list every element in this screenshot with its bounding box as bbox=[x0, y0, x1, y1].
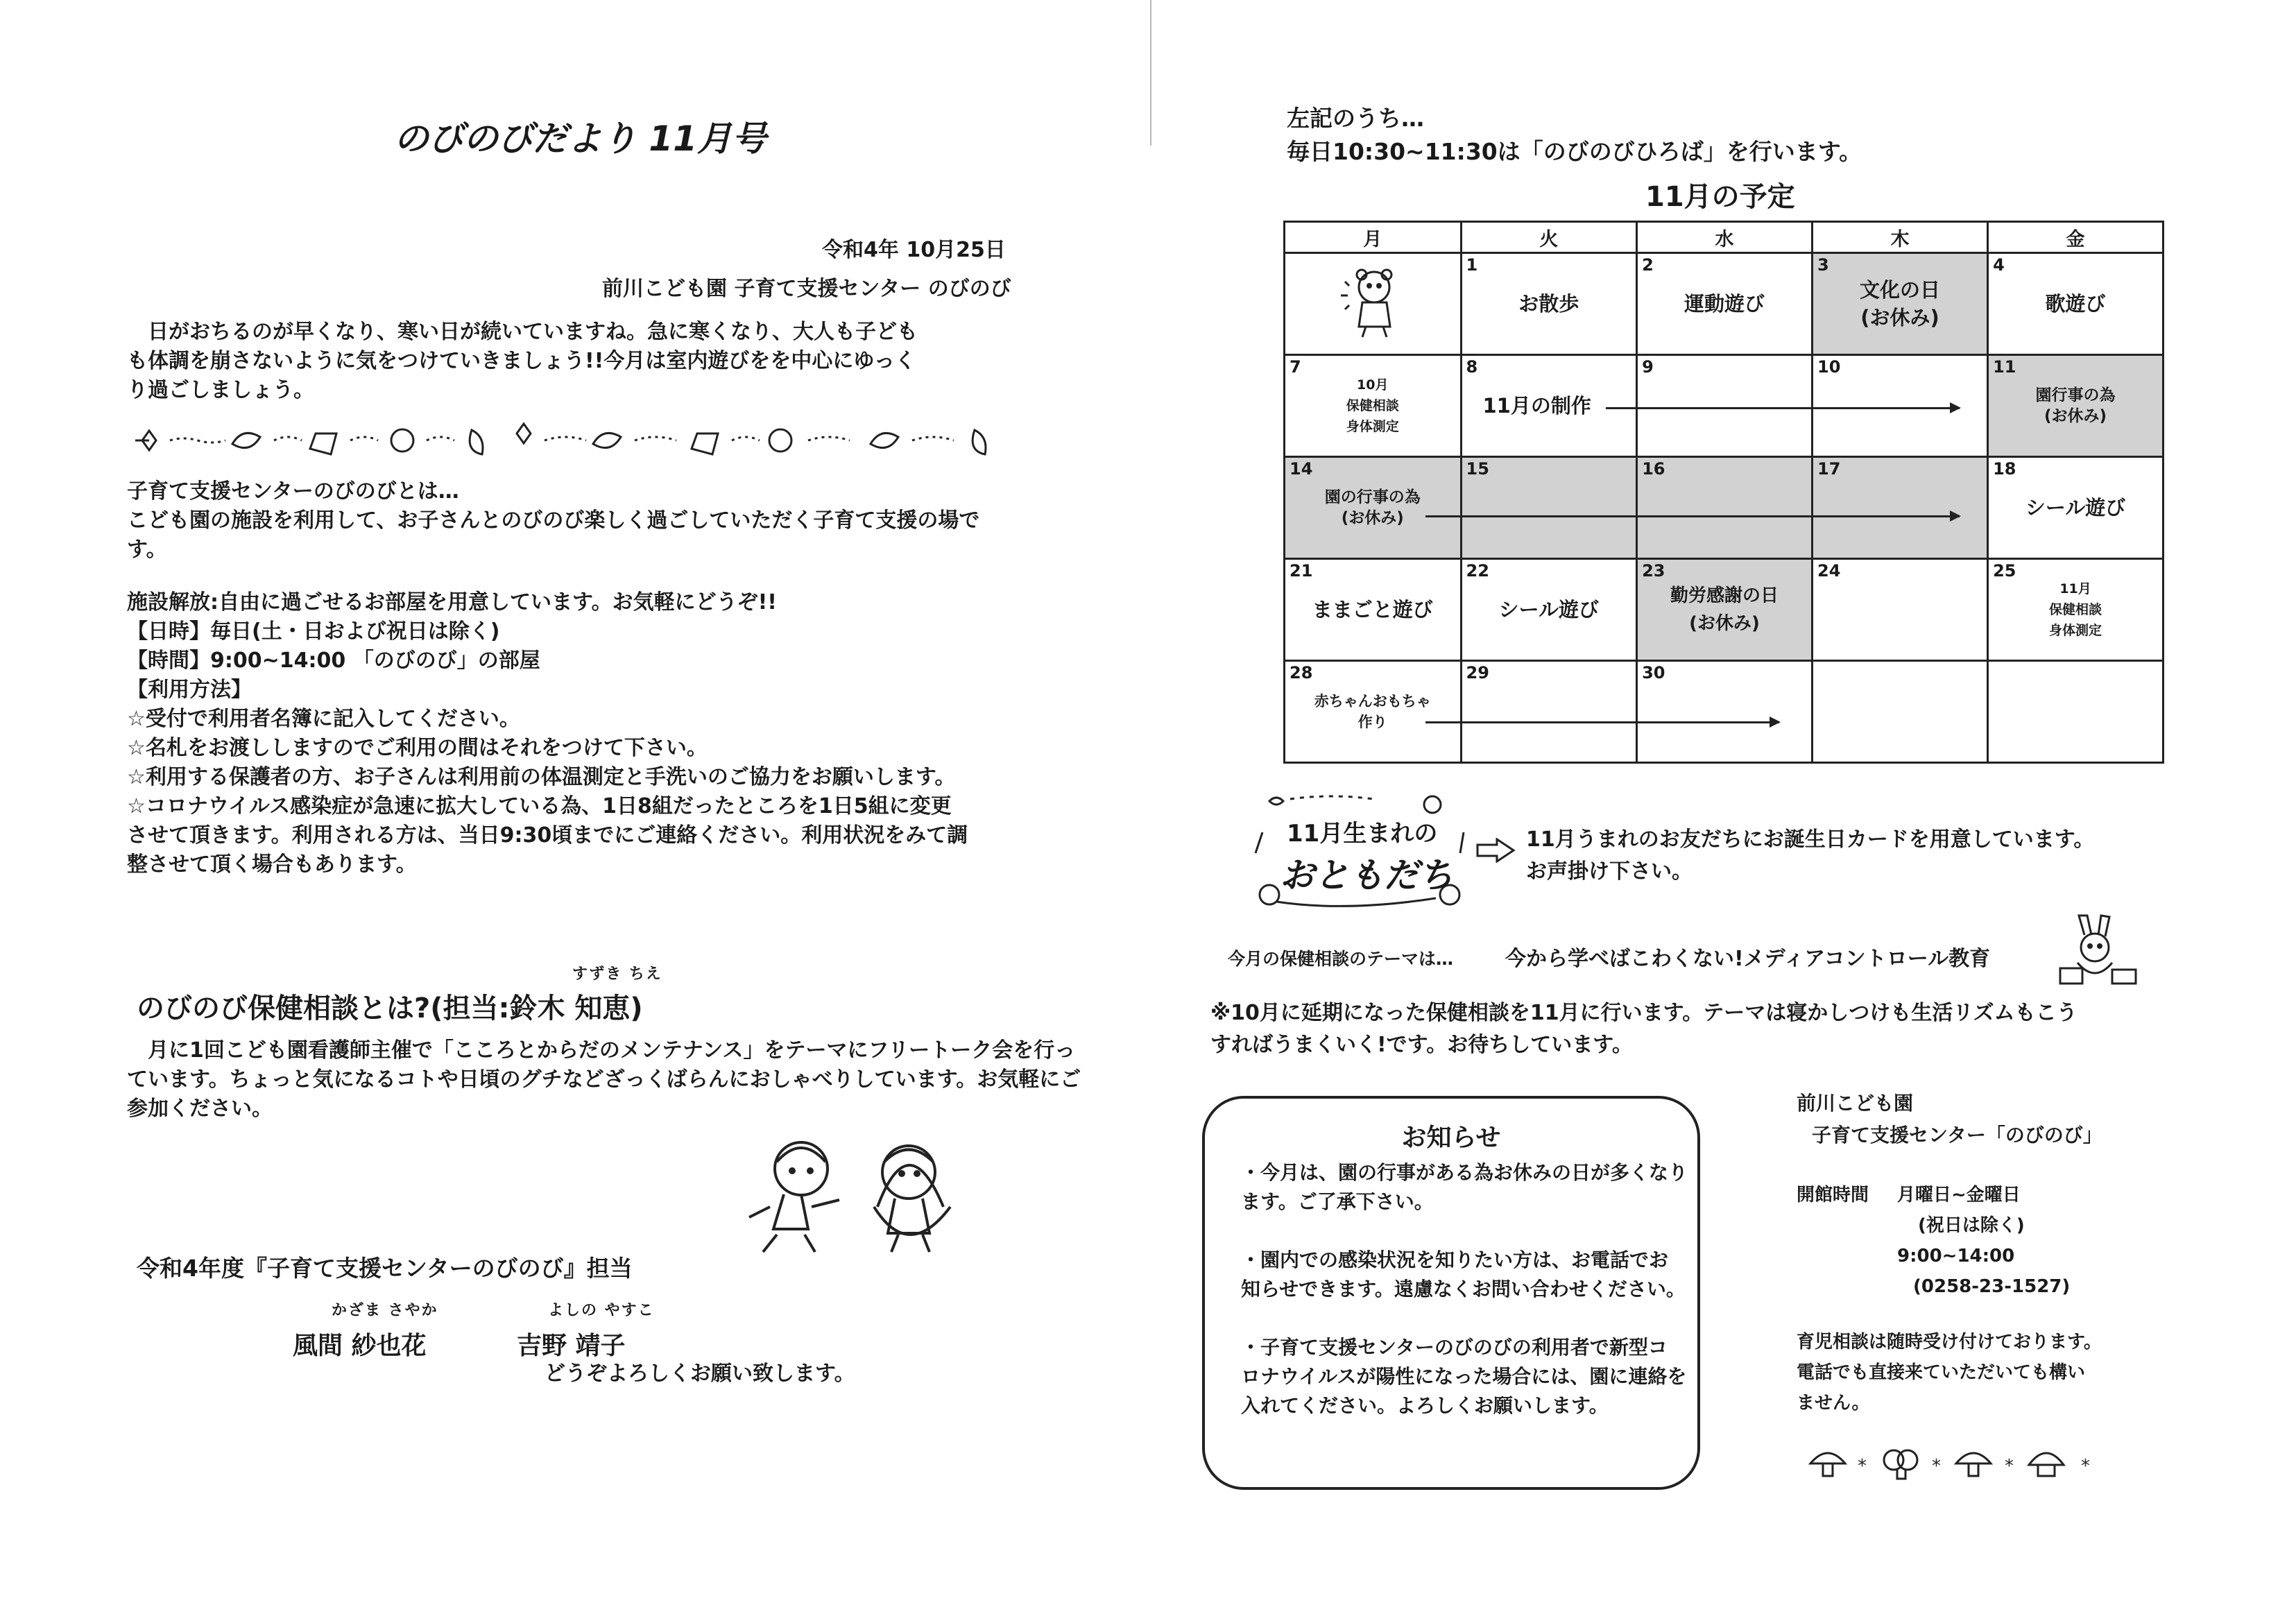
contact-org: 前川こども園 bbox=[1797, 1092, 1914, 1115]
day-event: 勤労感謝の日 bbox=[1670, 585, 1779, 606]
kids-jump-rope-icon bbox=[728, 1131, 978, 1262]
notice-box bbox=[1202, 1096, 1700, 1490]
consult-line-1: 育児相談は随時受け付けております。 bbox=[1797, 1332, 2102, 1352]
phone-number: (0258-23-1527) bbox=[1913, 1276, 2071, 1297]
staff2-name: 吉野 靖子 bbox=[517, 1332, 626, 1360]
svg-text:*: * bbox=[2081, 1456, 2090, 1477]
calendar-day bbox=[1637, 355, 1813, 457]
staff-heading: 令和4年度『子育て支援センターのびのび』担当 bbox=[137, 1255, 633, 1282]
svg-text:*: * bbox=[2005, 1456, 2014, 1477]
calendar-day-holiday bbox=[1637, 559, 1813, 661]
notice-title: お知らせ bbox=[1401, 1124, 1501, 1152]
day-event: 11月 bbox=[2059, 581, 2091, 596]
facility-line: ☆受付で利用者名簿に記入してください。 bbox=[127, 707, 520, 731]
staff-closing: どうぞよろしくお願い致します。 bbox=[545, 1362, 855, 1386]
calendar-header-row bbox=[1285, 222, 2164, 253]
day-event: 歌遊び bbox=[2045, 292, 2106, 316]
about-heading: 子育て支援センターのびのびとは… bbox=[127, 479, 459, 504]
facility-line: 整させて頂く場合もあります。 bbox=[127, 852, 417, 877]
svg-text:*: * bbox=[1858, 1456, 1867, 1477]
day-event: 保健相談 bbox=[2049, 602, 2102, 617]
day-event: 作り bbox=[1357, 714, 1387, 730]
hours-days: 月曜日~金曜日 bbox=[1897, 1185, 2021, 1205]
calendar-day bbox=[1461, 253, 1637, 355]
day-event: お散歩 bbox=[1518, 292, 1579, 316]
health-line: ています。ちょっと気になるコトや日頃のグチなどざっくばらんにおしゃべりしています。お気軽にご bbox=[127, 1067, 1081, 1092]
bear-icon bbox=[1331, 261, 1414, 344]
facility-line: させて頂きます。利用される方は、当日9:30頃までにご連絡ください。利用状況をみて調 bbox=[127, 823, 968, 848]
calendar-day bbox=[1461, 661, 1637, 763]
day-event-note: (お休み) bbox=[1341, 509, 1404, 527]
day-number: 23 bbox=[1642, 561, 1665, 581]
health-theme-label: 今月の保健相談のテーマは… bbox=[1228, 949, 1454, 969]
birthday-badge-line2: おともだち bbox=[1280, 855, 1453, 895]
greeting-line: り過ごしましょう。 bbox=[127, 378, 314, 402]
weekday-wed: 水 bbox=[1637, 222, 1813, 253]
notice-line: ・園内での感染状況を知りたい方は、お電話でお bbox=[1241, 1248, 1669, 1271]
health-theme-text: 今から学べばこわくない!メディアコントロール教育 bbox=[1505, 947, 1991, 971]
day-number: 14 bbox=[1290, 459, 1313, 479]
calendar-day bbox=[1813, 355, 1988, 457]
about-paragraph bbox=[127, 506, 979, 565]
day-event: 10月 bbox=[1357, 377, 1389, 393]
day-number: 21 bbox=[1290, 561, 1313, 581]
postpone-line-1: ※10月に延期になった保健相談を11月に行います。テーマは寝かしつけも生活リズムもこう bbox=[1210, 1001, 2077, 1025]
day-number: 10 bbox=[1817, 357, 1841, 377]
facility-line: 【日時】毎日(土・日および祝日は除く) bbox=[127, 619, 500, 644]
calendar-cell-empty bbox=[1285, 253, 1462, 355]
svg-text:*: * bbox=[1932, 1456, 1941, 1477]
staff1-name: 風間 紗也花 bbox=[293, 1332, 427, 1360]
notice-line: ロナウイルスが陽性になった場合には、園に連絡を bbox=[1241, 1365, 1687, 1388]
day-number: 8 bbox=[1466, 357, 1478, 377]
staff2-ruby: よしの やすこ bbox=[548, 1302, 655, 1319]
health-line: 月に1回こども園看護師主催で「こころとからだのメンテナンス」をテーマにフリートーク会を行っ bbox=[148, 1038, 1076, 1063]
day-event: 赤ちゃんおもちゃ bbox=[1314, 693, 1431, 710]
day-event-note: (お休み) bbox=[1860, 306, 1939, 329]
arrow-icon bbox=[1425, 515, 1960, 517]
day-number: 28 bbox=[1290, 663, 1313, 682]
notice-line bbox=[1241, 1217, 1688, 1246]
notice-line: ・今月は、園の行事がある為お休みの日が多くなり bbox=[1241, 1161, 1688, 1184]
page-fold-line bbox=[1150, 0, 1151, 146]
weekday-fri: 金 bbox=[1988, 222, 2164, 253]
facility-line: 【利用方法】 bbox=[127, 678, 252, 702]
facility-line: ☆コロナウイルス感染症が急速に拡大している為、1日8組だったところを1日5組に変更 bbox=[127, 794, 952, 818]
hours-label: 開館時間 bbox=[1797, 1185, 1869, 1205]
day-number: 29 bbox=[1466, 663, 1489, 682]
day-event: 園行事の為 bbox=[2035, 386, 2116, 404]
day-number: 16 bbox=[1642, 459, 1665, 479]
calendar-day bbox=[1461, 559, 1637, 661]
calendar-day bbox=[1637, 253, 1813, 355]
calendar-week bbox=[1285, 253, 2164, 355]
schedule-title: 11月の予定 bbox=[1645, 181, 1795, 213]
greeting-paragraph bbox=[127, 318, 918, 405]
notice-line: ・子育て支援センターのびのびの利用者で新型コ bbox=[1241, 1336, 1668, 1359]
health-heading-ruby: すずき ちえ bbox=[572, 965, 662, 983]
day-number: 7 bbox=[1290, 357, 1301, 377]
facility-section bbox=[127, 588, 968, 879]
health-heading: のびのび保健相談とは?(担当:鈴木 知恵) bbox=[137, 993, 643, 1024]
issue-date: 令和4年 10月25日 bbox=[822, 238, 1006, 262]
about-line: す。 bbox=[127, 538, 167, 562]
calendar-day bbox=[1285, 661, 1462, 763]
notice-line: 知らせできます。遠慮なくお問い合わせください。 bbox=[1241, 1278, 1686, 1300]
day-event: シール遊び bbox=[2025, 496, 2126, 519]
day-number: 2 bbox=[1642, 255, 1654, 275]
calendar-cell-empty bbox=[1813, 661, 1988, 763]
calendar-cell-empty bbox=[1988, 661, 2164, 763]
day-number: 9 bbox=[1642, 357, 1654, 377]
weekday-mon: 月 bbox=[1285, 222, 1462, 253]
day-number: 4 bbox=[1993, 255, 2005, 275]
weekday-thu: 木 bbox=[1813, 222, 1988, 253]
day-event: 身体測定 bbox=[1346, 419, 1399, 434]
rabbit-reading-icon bbox=[2046, 914, 2143, 990]
organization-line: 前川こども園 子育て支援センター のびのび bbox=[602, 277, 1011, 301]
consult-line-3: ません。 bbox=[1797, 1393, 1870, 1414]
health-line: 参加ください。 bbox=[127, 1097, 273, 1121]
day-number: 11 bbox=[1993, 357, 2016, 377]
greeting-line: 日がおちるのが早くなり、寒い日が続いていますね。急に寒くなり、大人も子ども bbox=[148, 320, 918, 344]
calendar-week bbox=[1285, 457, 2164, 559]
day-number: 18 bbox=[1993, 459, 2016, 479]
calendar-day bbox=[1285, 355, 1462, 457]
day-event: ままごと遊び bbox=[1312, 598, 1433, 621]
calendar-day-holiday bbox=[1813, 457, 1988, 559]
notice-body bbox=[1241, 1158, 1688, 1420]
birthday-badge bbox=[1249, 791, 1471, 916]
calendar-day bbox=[1813, 559, 1988, 661]
notice-line bbox=[1241, 1304, 1688, 1333]
facility-line: 【時間】9:00~14:00 「のびのび」の部屋 bbox=[127, 649, 540, 673]
day-number: 3 bbox=[1817, 255, 1829, 275]
day-number: 22 bbox=[1466, 561, 1489, 581]
greeting-line: も体調を崩さないように気をつけていきましょう!!今月は室内遊びをを中心にゆっく bbox=[127, 349, 916, 373]
calendar-day-holiday bbox=[1461, 457, 1637, 559]
leaf-vine-icon bbox=[128, 420, 1023, 461]
facility-line: 施設解放:自由に過ごせるお部屋を用意しています。お気軽にどうぞ!! bbox=[127, 590, 777, 615]
calendar-day-holiday bbox=[1637, 457, 1813, 559]
birthday-badge-line1: 11月生まれの bbox=[1287, 820, 1438, 848]
hours-time: 9:00~14:00 bbox=[1897, 1246, 2015, 1266]
newsletter-title: のびのびだより 11月号 bbox=[394, 119, 766, 159]
arrow-right-icon bbox=[1476, 838, 1515, 863]
calendar-day-holiday bbox=[1988, 355, 2164, 457]
day-event: 保健相談 bbox=[1346, 398, 1399, 413]
weekday-tue: 火 bbox=[1461, 222, 1637, 253]
about-line: こども園の施設を利用して、お子さんとのびのび楽しく過ごしていただく子育て支援の場で bbox=[127, 508, 980, 533]
day-event: シール遊び bbox=[1498, 598, 1599, 621]
day-event: 身体測定 bbox=[2049, 623, 2102, 638]
calendar-day-holiday bbox=[1285, 457, 1462, 559]
hours-except: (祝日は除く) bbox=[1918, 1215, 2025, 1236]
day-number: 17 bbox=[1817, 459, 1841, 479]
intro-line-2: 毎日10:30~11:30は「のびのびひろば」を行います。 bbox=[1287, 138, 1862, 165]
birthday-text-2: お声掛け下さい。 bbox=[1526, 859, 1693, 884]
calendar-day bbox=[1988, 457, 2164, 559]
day-number: 30 bbox=[1642, 663, 1665, 682]
calendar-week bbox=[1285, 661, 2164, 763]
consult-line-2: 電話でも直接来ていただいても構い bbox=[1797, 1362, 2086, 1383]
mushroom-row-icon bbox=[1804, 1443, 2116, 1484]
calendar-day bbox=[1988, 559, 2164, 661]
arrow-icon bbox=[1606, 407, 1960, 409]
day-event: 園の行事の為 bbox=[1324, 488, 1421, 506]
calendar-day bbox=[1461, 355, 1637, 457]
calendar-day bbox=[1637, 661, 1813, 763]
facility-line: ☆名札をお渡ししますのでご利用の間はそれをつけて下さい。 bbox=[127, 736, 708, 760]
calendar-day bbox=[1988, 253, 2164, 355]
intro-line-1: 左記のうち… bbox=[1287, 105, 1424, 132]
day-event: 11月の制作 bbox=[1482, 394, 1591, 418]
calendar-day bbox=[1285, 559, 1462, 661]
calendar-week bbox=[1285, 559, 2164, 661]
health-paragraph bbox=[127, 1036, 1081, 1124]
calendar-day-holiday bbox=[1813, 253, 1988, 355]
notice-line: ます。ご了承下さい。 bbox=[1241, 1190, 1434, 1213]
day-number: 25 bbox=[1993, 561, 2016, 581]
day-number: 24 bbox=[1817, 561, 1841, 581]
staff1-ruby: かざま さやか bbox=[332, 1302, 438, 1319]
day-number: 1 bbox=[1466, 255, 1478, 275]
facility-line: ☆利用する保護者の方、お子さんは利用前の体温測定と手洗いのご協力をお願いします。 bbox=[127, 765, 956, 789]
contact-center: 子育て支援センター「のびのび」 bbox=[1812, 1124, 2102, 1147]
day-number: 15 bbox=[1466, 459, 1489, 479]
notice-line: 入れてください。よろしくお願いします。 bbox=[1241, 1394, 1609, 1417]
arrow-icon bbox=[1425, 721, 1779, 723]
day-event: 運動遊び bbox=[1684, 292, 1765, 316]
day-event-note: (お休み) bbox=[1689, 613, 1760, 634]
day-event-note: (お休み) bbox=[2044, 407, 2107, 425]
day-event: 文化の日 bbox=[1860, 278, 1941, 302]
postpone-line-2: すればうまくいく!です。お待ちしています。 bbox=[1210, 1033, 1633, 1057]
calendar-week bbox=[1285, 355, 2164, 457]
november-calendar bbox=[1283, 221, 2164, 764]
birthday-text-1: 11月うまれのお友だちにお誕生日カードを用意しています。 bbox=[1526, 827, 2095, 852]
